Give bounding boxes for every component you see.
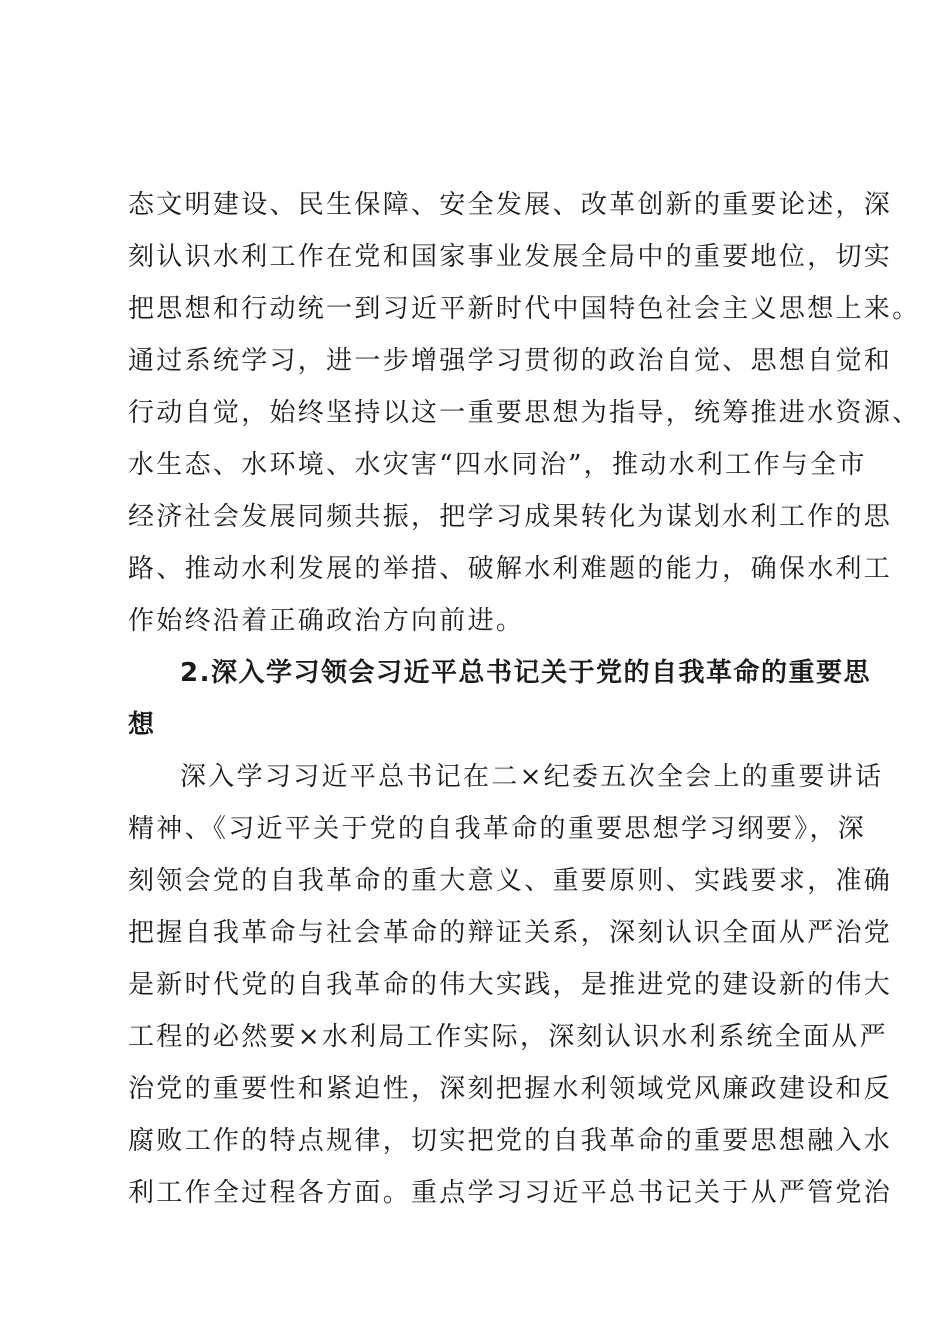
- paragraph-1-line-8: 路、推动水利发展的举措、破解水利难题的能力，确保水利工: [128, 554, 893, 584]
- paragraph-2-line-8: 腐败工作的特点规律，切实把党的自我革命的重要思想融入水: [128, 1126, 893, 1156]
- paragraph-1-line-9: 作始终沿着正确政治方向前进。: [128, 606, 525, 636]
- paragraph-1-line-1: 态文明建设、民生保障、安全发展、改革创新的重要论述，深: [128, 190, 893, 220]
- paragraph-1-line-6: 水生态、水环境、水灾害“四水同治”，推动水利工作与全市: [128, 450, 867, 480]
- paragraph-2-line-9: 利工作全过程各方面。重点学习习近平总书记关于从严管党治: [128, 1178, 893, 1208]
- paragraph-1-line-7: 经济社会发展同频共振，把学习成果转化为谋划水利工作的思: [128, 502, 893, 532]
- section-heading-2-line-1: 2.深入学习领会习近平总书记关于党的自我革命的重要思: [180, 658, 871, 688]
- paragraph-2-line-5: 是新时代党的自我革命的伟大实践，是推进党的建设新的伟大: [128, 970, 893, 1000]
- paragraph-2-line-7: 治党的重要性和紧迫性，深刻把握水利领域党风廉政建设和反: [128, 1074, 893, 1104]
- paragraph-1-line-3: 把思想和行动统一到习近平新时代中国特色社会主义思想上来。: [128, 294, 921, 324]
- section-heading-2-line-2: 想: [128, 710, 156, 740]
- paragraph-1-line-2: 刻认识水利工作在党和国家事业发展全局中的重要地位，切实: [128, 242, 893, 272]
- paragraph-2-line-6: 工程的必然要×水利局工作实际，深刻认识水利系统全面从严: [128, 1022, 888, 1052]
- paragraph-2-line-1: 深入学习习近平总书记在二×纪委五次全会上的重要讲话: [180, 762, 884, 792]
- paragraph-2-line-3: 刻领会党的自我革命的重大意义、重要原则、实践要求，准确: [128, 866, 893, 896]
- paragraph-1-line-5: 行动自觉，始终坚持以这一重要思想为指导，统筹推进水资源、: [128, 398, 921, 428]
- paragraph-2-line-2: 精神、《习近平关于党的自我革命的重要思想学习纲要》，深: [128, 814, 867, 844]
- paragraph-1-line-4: 通过系统学习，进一步增强学习贯彻的政治自觉、思想自觉和: [128, 346, 893, 376]
- paragraph-2-line-4: 把握自我革命与社会革命的辩证关系，深刻认识全面从严治党: [128, 918, 893, 948]
